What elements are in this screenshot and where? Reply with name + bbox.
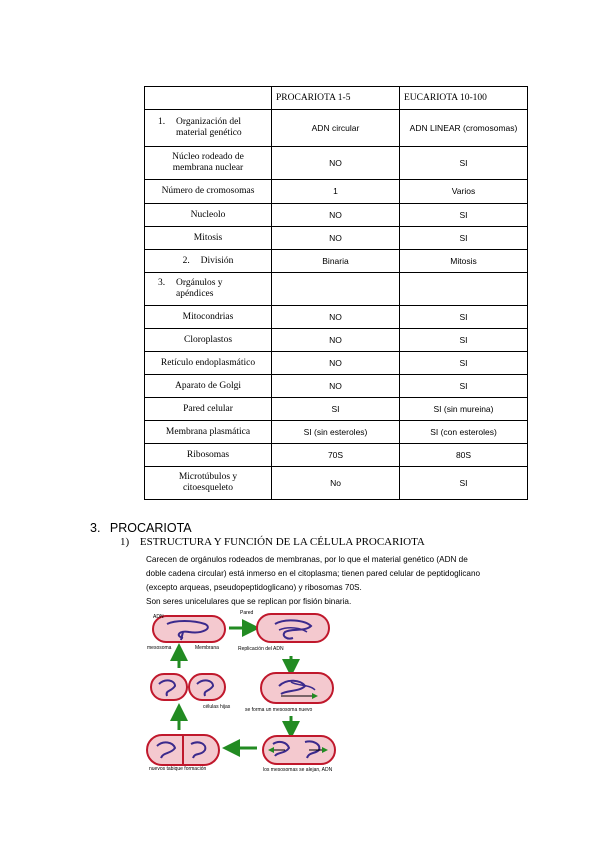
paragraph-line: Carecen de orgánulos rodeados de membranas, por lo que el material genético (ADN de xyxy=(146,555,468,564)
label-mesosoma: mesosoma xyxy=(147,645,172,651)
header-empty-cell xyxy=(145,87,272,110)
cell-replication xyxy=(257,614,329,642)
subsection-title: ESTRUCTURA Y FUNCIÓN DE LA CÉLULA PROCARIOTA xyxy=(139,536,425,548)
row-label: Membrana plasmática xyxy=(165,426,251,437)
table-header-row xyxy=(145,87,528,110)
row-label-cell xyxy=(145,444,272,467)
table-row xyxy=(145,375,528,398)
table-row xyxy=(145,147,528,180)
eucariota-value: SI xyxy=(400,467,528,500)
row-label: Nucleolo xyxy=(190,209,226,220)
subsection-heading xyxy=(120,536,425,548)
table-row xyxy=(145,250,528,273)
label-celulas-hijas: células hijas xyxy=(203,704,231,710)
eucariota-value: SI (con esteroles) xyxy=(400,421,528,444)
eucariota-value xyxy=(400,273,528,306)
row-label-cell xyxy=(145,375,272,398)
eucariota-value: ADN LINEAR (cromosomas) xyxy=(400,110,528,147)
label-se-forma: se forma un mesosoma nuevo xyxy=(245,707,313,713)
row-label-cell xyxy=(145,421,272,444)
eucariota-value: SI (sin mureina) xyxy=(400,398,528,421)
row-label-cell xyxy=(145,273,272,306)
paragraph-line: (excepto arqueas, pseudopeptidoglicano) y ribosomas 70S. xyxy=(146,583,362,592)
row-label: Organización del material genético xyxy=(176,117,242,138)
table-row xyxy=(145,421,528,444)
paragraph-line: doble cadena circular) está inmerso en el citoplasma; tienen pared celular de peptidoglicano xyxy=(146,569,481,578)
cell-new-mesosome xyxy=(261,673,333,703)
paragraph-line: Son seres unicelulares que se replican por fisión binaria. xyxy=(146,597,352,606)
row-label: Microtúbulos y citoesqueleto xyxy=(178,472,238,493)
label-replicacion: Replicación del ADN xyxy=(238,646,284,652)
table-row xyxy=(145,110,528,147)
procariota-value: SI (sin esteroles) xyxy=(272,421,400,444)
row-label-cell xyxy=(145,227,272,250)
row-number: 2. xyxy=(182,255,190,266)
table-row xyxy=(145,273,528,306)
eucariota-value: SI xyxy=(400,352,528,375)
table-row xyxy=(145,444,528,467)
cell-daughters xyxy=(151,674,225,700)
table-row xyxy=(145,180,528,204)
table-row xyxy=(145,352,528,375)
label-membrana: Membrana xyxy=(195,645,219,651)
procariota-value: SI xyxy=(272,398,400,421)
eucariota-value: Mitosis xyxy=(400,250,528,273)
section-title: PROCARIOTA xyxy=(109,521,192,535)
row-label: Cloroplastos xyxy=(183,334,233,345)
row-label: Ribosomas xyxy=(186,449,230,460)
eucariota-value: SI xyxy=(400,375,528,398)
header-eucariota: EUCARIOTA 10-100 xyxy=(400,87,528,110)
row-label-cell xyxy=(145,110,272,147)
procariota-value: ADN circular xyxy=(272,110,400,147)
row-label: Retículo endoplasmático xyxy=(160,357,256,368)
label-pared: Pared xyxy=(240,610,254,616)
row-number: 3. xyxy=(158,278,166,288)
table-row xyxy=(145,227,528,250)
row-label-cell xyxy=(145,204,272,227)
procariota-value xyxy=(272,273,400,306)
table-row xyxy=(145,306,528,329)
procariota-value: NO xyxy=(272,204,400,227)
row-label-cell xyxy=(145,147,272,180)
section-number: 3. xyxy=(90,521,101,535)
eucariota-value: SI xyxy=(400,204,528,227)
body-paragraph xyxy=(146,553,536,609)
row-label-cell xyxy=(145,180,272,204)
label-los-mesosomas: los mesosomas se alejan, ADN xyxy=(263,767,333,773)
row-label: Mitosis xyxy=(193,232,223,243)
row-label: Orgánulos y apéndices xyxy=(176,278,223,299)
row-label: División xyxy=(200,255,234,266)
eucariota-value: 80S xyxy=(400,444,528,467)
row-label-cell xyxy=(145,329,272,352)
table-row xyxy=(145,467,528,500)
comparison-table xyxy=(144,86,528,500)
procariota-value: NO xyxy=(272,306,400,329)
procariota-value: Binaria xyxy=(272,250,400,273)
subsection-number: 1) xyxy=(120,536,130,548)
label-nuevos-tabique: nuevos tabique formación xyxy=(149,766,207,772)
procariota-value: NO xyxy=(272,352,400,375)
section-heading xyxy=(90,521,192,535)
row-label-cell xyxy=(145,250,272,273)
row-label-cell xyxy=(145,398,272,421)
procariota-value: NO xyxy=(272,227,400,250)
procariota-value: NO xyxy=(272,375,400,398)
row-label: Núcleo rodeado de membrana nuclear xyxy=(172,152,244,173)
label-adn: ADN xyxy=(153,614,164,620)
eucariota-value: Varios xyxy=(400,180,528,204)
row-label: Aparato de Golgi xyxy=(175,380,241,391)
table-row xyxy=(145,204,528,227)
row-number: 1. xyxy=(158,117,166,127)
cell-mesosomes-apart xyxy=(263,736,335,764)
table-row xyxy=(145,329,528,352)
procariota-value: 70S xyxy=(272,444,400,467)
procariota-value: 1 xyxy=(272,180,400,204)
procariota-value: No xyxy=(272,467,400,500)
row-label-cell xyxy=(145,306,272,329)
eucariota-value: SI xyxy=(400,227,528,250)
binary-fission-diagram xyxy=(145,608,360,773)
eucariota-value: SI xyxy=(400,306,528,329)
procariota-value: NO xyxy=(272,147,400,180)
table-row xyxy=(145,398,528,421)
cell-septum xyxy=(147,735,219,765)
row-label-cell xyxy=(145,352,272,375)
header-procariota: PROCARIOTA 1-5 xyxy=(272,87,400,110)
row-label: Número de cromosomas xyxy=(161,186,255,196)
eucariota-value: SI xyxy=(400,147,528,180)
cell-initial xyxy=(153,616,225,642)
eucariota-value: SI xyxy=(400,329,528,352)
row-label: Mitocondrias xyxy=(182,311,234,322)
row-label: Pared celular xyxy=(183,403,233,414)
row-label-cell xyxy=(145,467,272,500)
procariota-value: NO xyxy=(272,329,400,352)
